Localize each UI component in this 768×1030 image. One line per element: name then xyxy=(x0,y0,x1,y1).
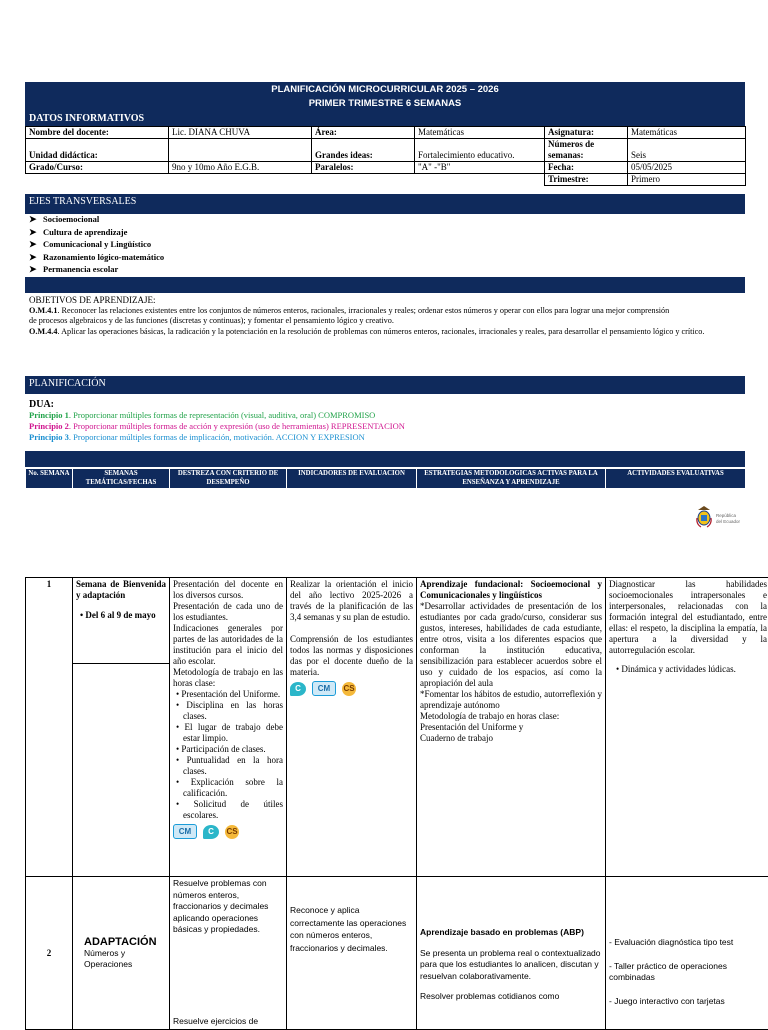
svg-text:del Ecuador: del Ecuador xyxy=(716,519,741,524)
principio-1: Principio 1. Proporcionar múltiples formas de representación (visual, auditiva, oral) COMPROMISO xyxy=(29,410,741,421)
document-subtitle: PRIMER TRIMESTRE 6 SEMANAS xyxy=(25,97,745,111)
info-row xyxy=(26,162,746,174)
dua-icons xyxy=(290,681,413,696)
actividades-cell: - Evaluación diagnóstica tipo test - Taller práctico de operaciones combinadas - Juego interactivo con tarjetas xyxy=(606,877,768,1030)
list-item: ➤ Permanencia escolar xyxy=(25,263,745,276)
week-title: ADAPTACIÓN xyxy=(76,936,166,948)
value-nombre-docente: Lic. DIANA CHUVA xyxy=(169,127,312,139)
list-item: • Dinámica y actividades lúdicas. xyxy=(609,664,767,675)
section-divider xyxy=(25,277,745,293)
planificacion-heading: PLANIFICACIÓN xyxy=(25,376,745,394)
label-unidad-didactica: Unidad didáctica: xyxy=(26,139,169,162)
destreza-cell: Presentación del docente en los diversos cursos. Presentación de cada uno de los estudiantes. Indicaciones generales por partes de las autoridades de la institución para el inicio del año escolar. Metodología de trabajo en las horas clase: • Presentación del Uniforme. • Disciplina en las horas clases. • El lugar de trabajo debe estar limpio. • Participación de clases. • Puntualidad en la hora clases. • Explicación sobre la calificación. • Solicitud de útiles escolares. CM C CS xyxy=(170,578,287,877)
planificacion-table xyxy=(25,577,768,1030)
arrow-icon: ➤ xyxy=(29,238,43,251)
coat-of-arms-icon xyxy=(695,504,755,530)
label-nombre-docente: Nombre del docente: xyxy=(26,127,169,139)
label-paralelos: Paralelos: xyxy=(312,162,415,174)
ejes-transversales-heading: EJES TRANSVERSALES xyxy=(25,194,745,214)
list-item: • Presentación del Uniforme. xyxy=(173,689,283,700)
list-item: ➤ Razonamiento lógico-matemático xyxy=(25,251,745,264)
dua-block xyxy=(29,399,741,443)
dua-title: DUA: xyxy=(29,399,741,410)
label-grandes-ideas: Grandes ideas: xyxy=(312,139,415,162)
value-area: Matemáticas xyxy=(415,127,545,139)
principio-3: Principio 3. Proporcionar múltiples formas de implicación, motivación. ACCION Y EXPRESION xyxy=(29,432,741,443)
list-item: • Solicitud de útiles escolares. xyxy=(173,799,283,821)
indicadores-cell: Reconoce y aplica correctamente las operaciones con números enteros, fraccionarios y decimales. xyxy=(287,877,417,1030)
arrow-icon: ➤ xyxy=(29,251,43,264)
indicadores-cell: Realizar la orientación el inicio del año lectivo 2025-2026 a través de la planificación de las 3,4 semanas y su plan de estudio. Comprensión de los estudiantes todos las normas y disposiciones das por el docente dueño de la materia. C CM CS xyxy=(287,578,417,877)
destreza-cell: Resuelve problemas con números enteros, fraccionarios y decimales aplicando operaciones básicas y propiedades. Resuelve ejercicios de xyxy=(170,877,287,1030)
cs-icon: CS xyxy=(342,682,356,696)
c-icon: C xyxy=(290,682,306,696)
objetivo-om44: O.M.4.4. Aplicar las operaciones básicas, la radicación y la potenciación en la resolución de problemas con números enteros, racionales, irracionales y reales, para desarrollar el pensamiento lógico y crítico. xyxy=(29,327,741,338)
info-row xyxy=(26,174,746,186)
info-row xyxy=(26,139,746,162)
cs-icon: CS xyxy=(225,825,239,839)
row-number: 2 xyxy=(26,877,73,1030)
objetivo-om41: O.M.4.1. Reconocer las relaciones existentes entre los conjuntos de números enteros, racionales, irracionales y reales; ordenar estos números y operar con ellos para lograr una mejor comprensión xyxy=(29,306,741,317)
col-header-semanas-tematicas: SEMANAS TEMÁTICAS/FECHAS xyxy=(73,469,170,489)
value-numero-semanas: Seis xyxy=(628,139,746,162)
objetivo-om41-cont: de procesos algebraicos y de las funciones (discretas y continuas); y fomentar el pensamiento lógico y creativo. xyxy=(29,316,741,327)
label-fecha: Fecha: xyxy=(545,162,628,174)
estrategias-cell: Aprendizaje basado en problemas (ABP) Se presenta un problema real o contextualizado para que los estudiantes lo analicen, discutan y resuelvan colaborativamente. Resolver problemas cotidianos como xyxy=(417,877,606,1030)
label-asignatura: Asignatura: xyxy=(545,127,628,139)
objetivos-block xyxy=(25,295,745,337)
label-trimestre: Trimestre: xyxy=(545,174,628,186)
col-header-estrategias: ESTRATEGIAS METODOLOGICAS ACTIVAS PARA LA ENSEÑANZA Y APRENDIZAJE xyxy=(417,469,606,489)
list-item: • Participación de clases. xyxy=(173,744,283,755)
info-row xyxy=(26,127,746,139)
table-row xyxy=(26,877,768,1030)
list-item: • Puntualidad en la hora clases. xyxy=(173,755,283,777)
estrategias-cell: Aprendizaje fundacional: Socioemocional y Comunicacionales y lingüísticos *Desarrollar actividades de presentación de los estudiantes por cada grado/curso, considerar sus gustos, intereses, habilidades de cada estudiante, entre otros, visita a los diferentes espacios que conforman la institución educativa, sensibilización para establecer acuerdos sobre el uso y cuidado de los espacios, así como la apropiación del aula *Fomentar los hábitos de estudio, autorreflexión y aprendizaje autónomo Metodología de trabajo en horas clase: Presentación del Uniforme y Cuaderno de trabajo xyxy=(417,578,606,877)
list-item: • El lugar de trabajo debe estar limpio. xyxy=(173,722,283,744)
document-title: PLANIFICACIÓN MICROCURRICULAR 2025 – 2026 xyxy=(25,83,745,97)
list-item: ➤ Cultura de aprendizaje xyxy=(25,226,745,239)
ecuador-logo xyxy=(695,504,755,530)
list-item: • Explicación sobre la calificación. xyxy=(173,777,283,799)
svg-text:República: República xyxy=(716,513,737,518)
value-grado-curso: 9no y 10mo Año E.G.B. xyxy=(169,162,312,174)
datos-informativos-table xyxy=(25,126,746,186)
col-header-indicadores: INDICADORES DE EVALUACION xyxy=(287,469,417,489)
label-numero-semanas: Números de semanas: xyxy=(545,139,628,162)
section-divider xyxy=(25,451,745,467)
value-paralelos: "A" -"B" xyxy=(415,162,545,174)
value-grandes-ideas: Fortalecimiento educativo. xyxy=(415,139,545,162)
value-asignatura: Matemáticas xyxy=(628,127,746,139)
week-cell xyxy=(73,578,170,664)
week-date: • Del 6 al 9 de mayo xyxy=(76,610,166,621)
actividades-cell: Diagnosticar las habilidades socioemocionales intrapersonales e interpersonales, relacionadas con la formación integral del estudiantado, entre ellas: el respeto, la disciplina la empatía, la apertura a la diversidad y la autorregulación escolar. • Dinámica y actividades lúdicas. xyxy=(606,578,768,877)
ejes-list xyxy=(25,213,745,276)
arrow-icon: ➤ xyxy=(29,263,43,276)
week-subtitle: Números y Operaciones xyxy=(76,948,166,970)
cm-icon: CM xyxy=(312,681,336,696)
value-unidad-didactica xyxy=(169,139,312,162)
value-trimestre: Primero xyxy=(628,174,746,186)
table-row xyxy=(26,578,768,664)
planificacion-column-headers xyxy=(25,468,746,489)
label-area: Área: xyxy=(312,127,415,139)
list-item: • Disciplina en las horas clases. xyxy=(173,700,283,722)
c-icon: C xyxy=(203,825,219,839)
principio-2: Principio 2. Proporcionar múltiples formas de acción y expresión (uso de herramientas) REPRESENTACION xyxy=(29,421,741,432)
col-header-destreza: DESTREZA CON CRITERIO DE DESEMPEÑO xyxy=(170,469,287,489)
objetivos-title: OBJETIVOS DE APRENDIZAJE: xyxy=(29,295,741,306)
label-grado-curso: Grado/Curso: xyxy=(26,162,169,174)
col-header-semana: No. SEMANA xyxy=(26,469,73,489)
list-item: ➤ Comunicacional y Lingüístico xyxy=(25,238,745,251)
week-title: Semana de Bienvenida y adaptación xyxy=(76,579,166,601)
document-header xyxy=(25,82,745,113)
cm-icon: CM xyxy=(173,824,197,839)
table-header-row xyxy=(26,469,746,489)
value-fecha: 05/05/2025 xyxy=(628,162,746,174)
list-item: ➤ Socioemocional xyxy=(25,213,745,226)
week-cell xyxy=(73,877,170,1030)
arrow-icon: ➤ xyxy=(29,213,43,226)
dua-icons xyxy=(173,824,283,839)
col-header-actividades: ACTIVIDADES EVALUATIVAS xyxy=(606,469,746,489)
arrow-icon: ➤ xyxy=(29,226,43,239)
row-number: 1 xyxy=(26,578,73,664)
datos-informativos-heading: DATOS INFORMATIVOS xyxy=(25,112,745,126)
